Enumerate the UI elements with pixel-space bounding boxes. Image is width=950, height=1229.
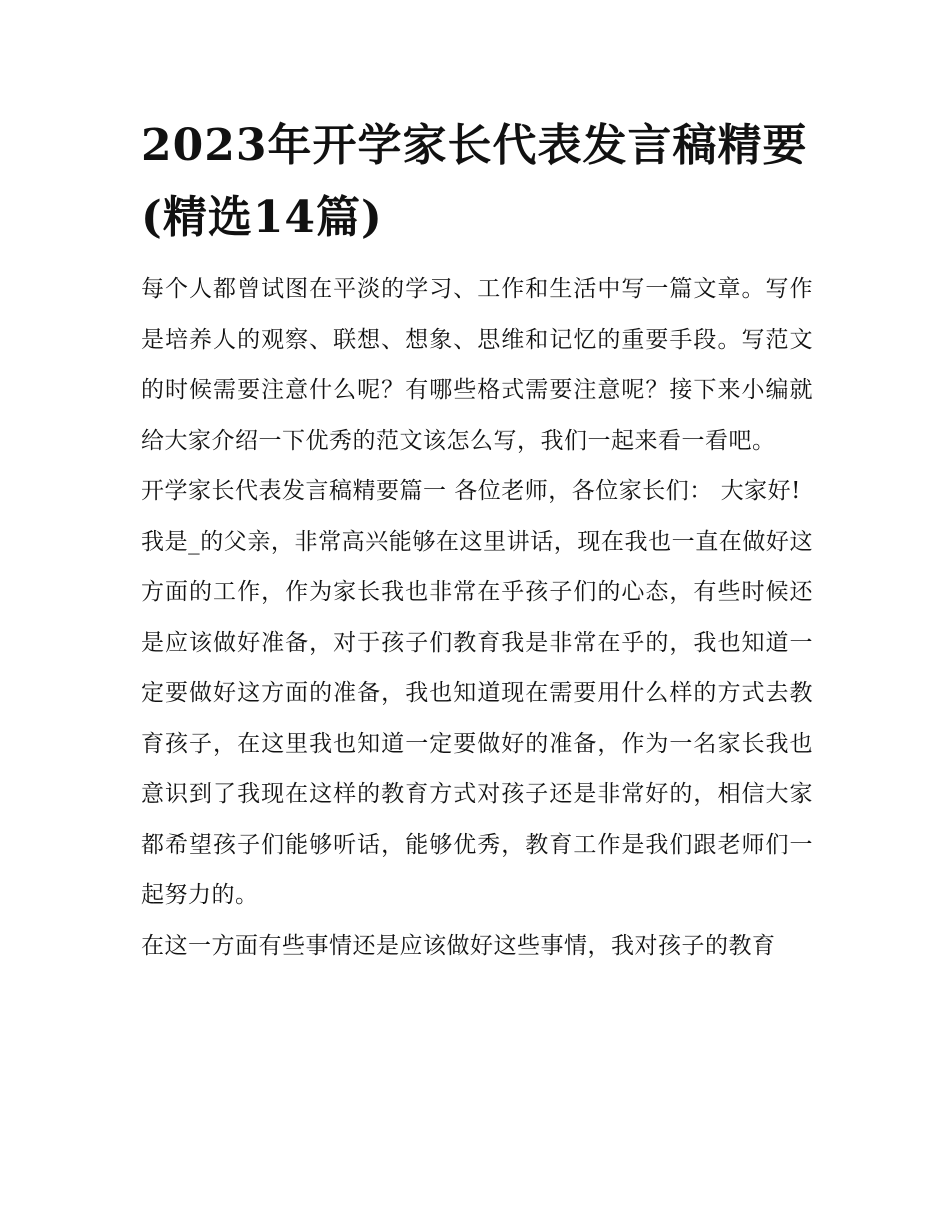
document-page <box>141 110 813 971</box>
intro-paragraph: 每个人都曾试图在平淡的学习、工作和生活中写一篇文章。写作是培养人的观察、联想、想象、思维和记忆的重要手段。写范文的时候需要注意什么呢？有哪些格式需要注意呢？接下来小编就给大家介绍一下优秀的范文该怎么写，我们一起来看一看吧。 <box>141 276 813 454</box>
document-title: 2023年开学家长代表发言稿精要(精选14篇) <box>141 120 808 243</box>
section-heading-paragraph: 开学家长代表发言稿精要篇一 各位老师，各位家长们： 大家好! <box>141 478 801 504</box>
body-paragraph: 我是_的父亲，非常高兴能够在这里讲话，现在我也一直在做好这方面的工作，作为家长我也非常在乎孩子们的心态，有些时候还是应该做好准备，对于孩子们教育我是非常在乎的，我也知道一定要做好这方面的准备，我也知道现在需要用什么样的方式去教育孩子，在这里我也知道一定要做好的准备，作为一名家长我也意识到了我现在这样的教育方式对孩子还是非常好的，相信大家都希望孩子们能够听话，能够优秀，教育工作是我们跟老师们一起努力的。 <box>141 528 813 908</box>
body-paragraph: 在这一方面有些事情还是应该做好这些事情，我对孩子的教育 <box>141 932 776 959</box>
